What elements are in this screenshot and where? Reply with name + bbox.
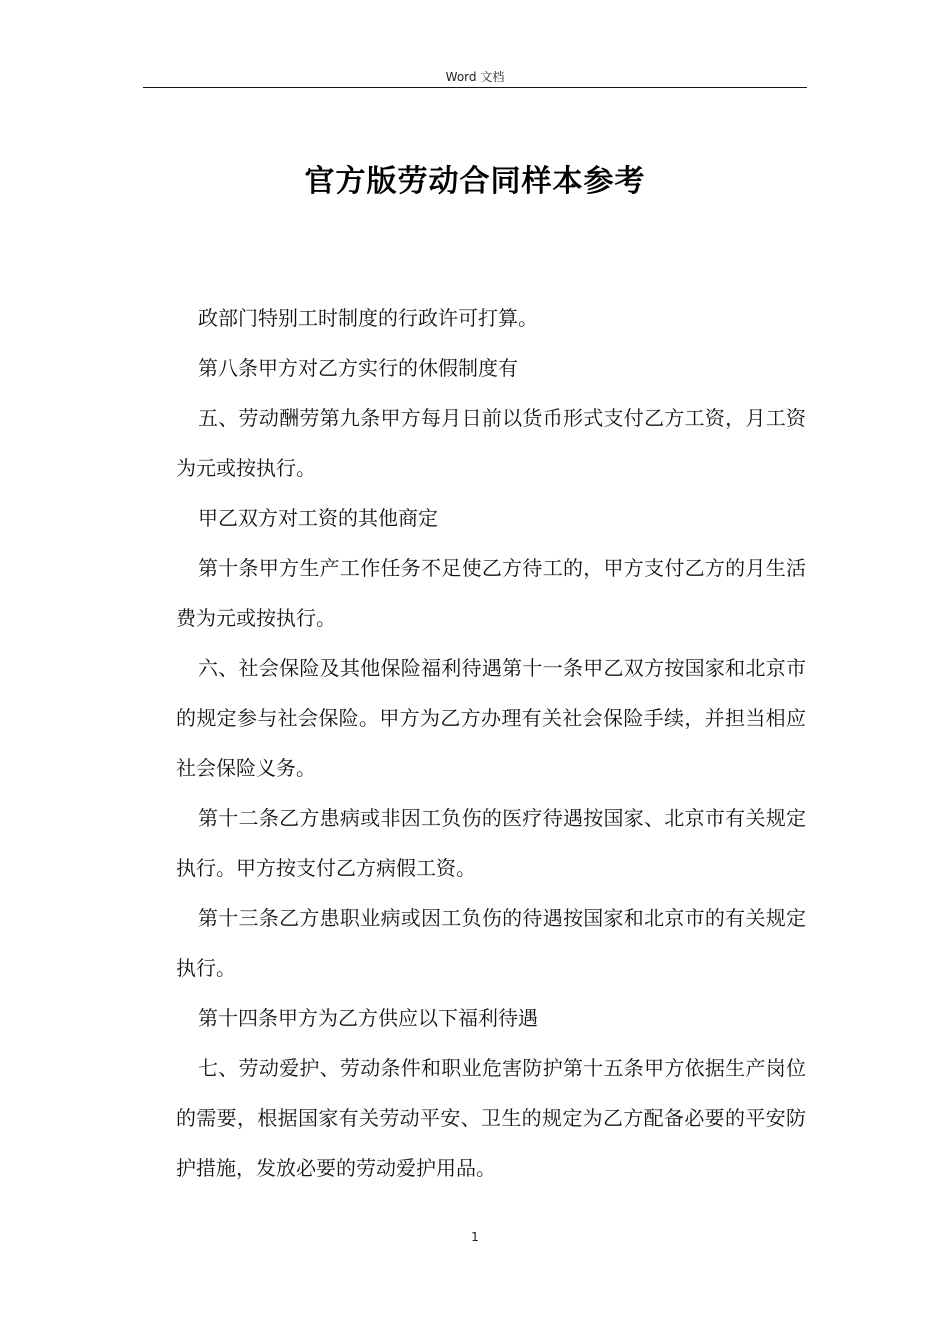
paragraph: 政部门特别工时制度的行政许可打算。 <box>198 306 538 330</box>
paragraph: 第十二条乙方患病或非因工负伤的医疗待遇按国家、北京市有关规定执行。甲方按支付乙方病假工资。 <box>176 806 806 880</box>
paragraph: 第十四条甲方为乙方供应以下福利待遇 <box>198 1006 538 1030</box>
paragraph: 第十三条乙方患职业病或因工负伤的待遇按国家和北京市的有关规定执行。 <box>176 906 806 980</box>
paragraph: 第八条甲方对乙方实行的休假制度有 <box>198 356 518 380</box>
document-body <box>176 293 806 1193</box>
header-label: Word 文档 <box>445 70 505 84</box>
paragraph: 六、社会保险及其他保险福利待遇第十一条甲乙双方按国家和北京市的规定参与社会保险。甲方为乙方办理有关社会保险手续，并担当相应社会保险义务。 <box>176 656 806 780</box>
page-number: 1 <box>471 1230 479 1244</box>
header-divider <box>143 87 807 88</box>
paragraph: 甲乙双方对工资的其他商定 <box>198 506 438 530</box>
paragraph: 七、劳动爱护、劳动条件和职业危害防护第十五条甲方依据生产岗位的需要，根据国家有关劳动平安、卫生的规定为乙方配备必要的平安防护措施，发放必要的劳动爱护用品。 <box>176 1056 806 1180</box>
paragraph: 第十条甲方生产工作任务不足使乙方待工的，甲方支付乙方的月生活费为元或按执行。 <box>176 556 806 630</box>
paragraph: 五、劳动酬劳第九条甲方每月日前以货币形式支付乙方工资，月工资为元或按执行。 <box>176 406 806 480</box>
document-title: 官方版劳动合同样本参考 <box>304 164 646 199</box>
